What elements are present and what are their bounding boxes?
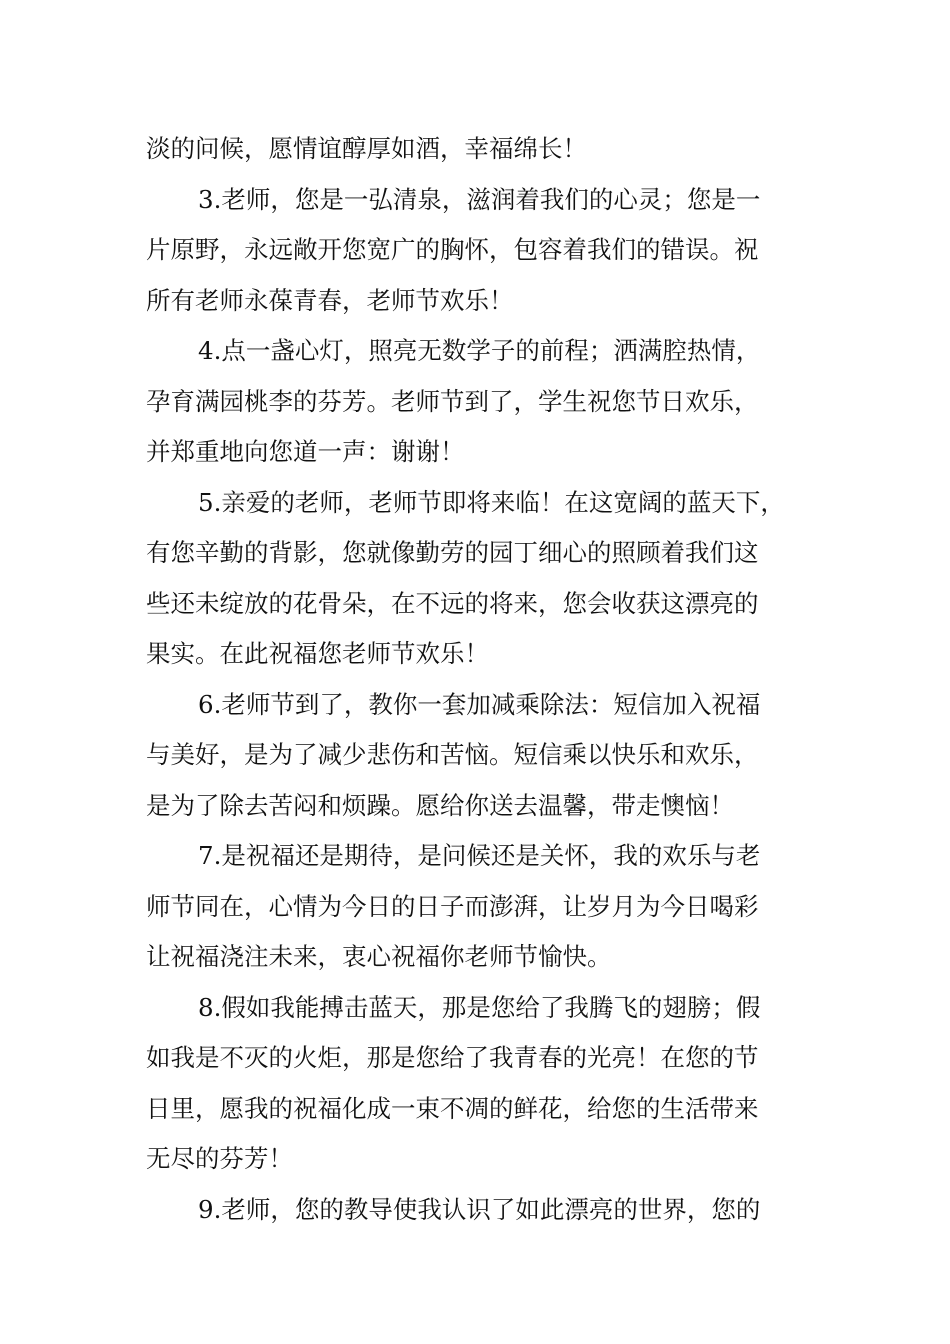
text-line: 些还未绽放的花骨朵，在不远的将来，您会收获这漂亮的 <box>146 588 759 618</box>
text-line: 淡的问候，愿情谊醇厚如酒，幸福绵长！ <box>146 134 587 163</box>
text-line: 如我是不灭的火炬，那是您给了我青春的光亮！在您的节 <box>146 1043 759 1072</box>
text-line: 片原野，永远敞开您宽广的胸怀，包容着我们的错误。祝 <box>146 235 759 264</box>
text-line: 所有老师永葆青春，老师节欢乐！ <box>146 285 514 315</box>
text-line: 师节同在，心情为今日的日子而澎湃，让岁月为今日喝彩 <box>146 891 759 921</box>
text-line: 并郑重地向您道一声：谢谢！ <box>146 437 465 466</box>
text-line: 孕育满园桃李的芬芳。老师节到了，学生祝您节日欢乐， <box>146 386 759 416</box>
text-line: 8.假如我能搏击蓝天，那是您给了我腾飞的翅膀；假 <box>198 992 761 1022</box>
text-line: 3.老师，您是一弘清泉，滋润着我们的心灵；您是一 <box>198 184 761 214</box>
text-line: 让祝福浇注未来，衷心祝福你老师节愉快。 <box>146 942 612 971</box>
text-line: 果实。在此祝福您老师节欢乐！ <box>146 639 489 668</box>
text-line: 9.老师，您的教导使我认识了如此漂亮的世界，您的 <box>198 1194 761 1224</box>
text-line: 无尽的芬芳！ <box>146 1144 293 1173</box>
text-line: 7.是祝福还是期待，是问候还是关怀，我的欢乐与老 <box>198 841 761 870</box>
text-line: 与美好，是为了减少悲伤和苦恼。短信乘以快乐和欢乐， <box>146 740 759 769</box>
text-line: 日里，愿我的祝福化成一束不凋的鲜花，给您的生活带来 <box>146 1093 759 1123</box>
document-body <box>146 124 836 1235</box>
text-line: 5.亲爱的老师，老师节即将来临！在这宽阔的蓝天下， <box>198 487 785 517</box>
text-line: 4.点一盏心灯，照亮无数学子的前程；洒满腔热情， <box>198 336 761 365</box>
text-line: 6.老师节到了，教你一套加减乘除法：短信加入祝福 <box>198 689 761 719</box>
text-line: 有您辛勤的背影，您就像勤劳的园丁细心的照顾着我们这 <box>146 538 759 567</box>
text-line: 是为了除去苦闷和烦躁。愿给你送去温馨，带走懊恼！ <box>146 790 734 820</box>
